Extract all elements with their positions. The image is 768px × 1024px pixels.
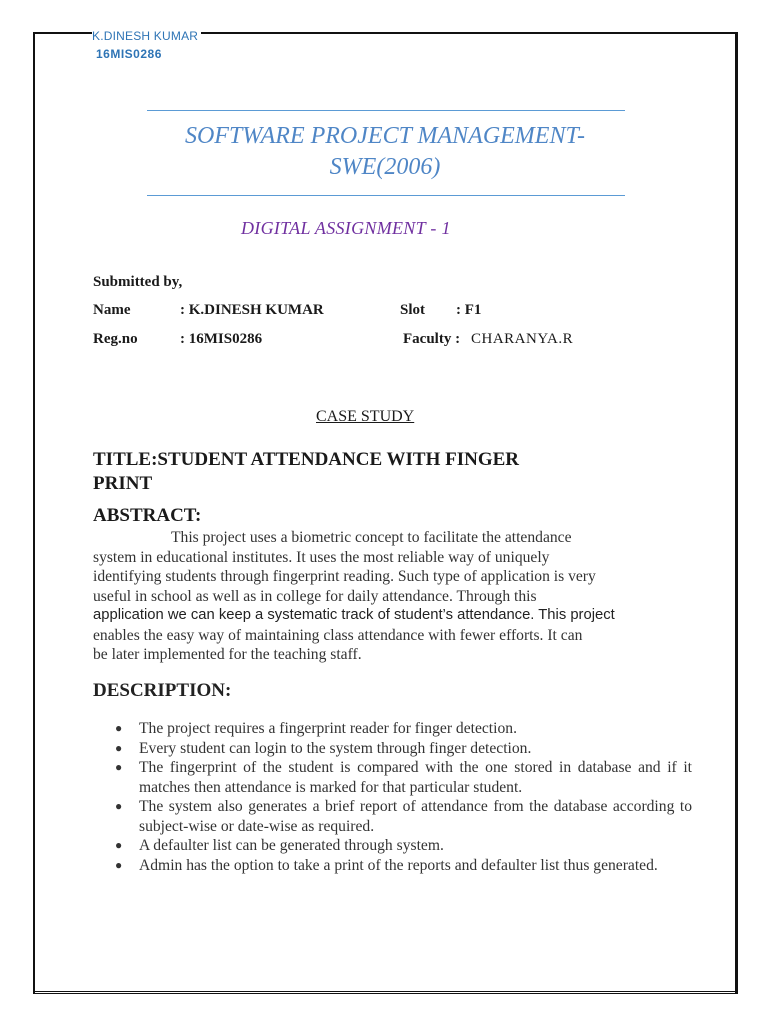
list-item: ● Admin has the option to take a print of the reports and defaulter list thus generated.	[115, 856, 658, 874]
abstract-line: application we can keep a systematic track of student’s attendance. This project	[93, 607, 615, 623]
abstract-line: be later implemented for the teaching staff.	[93, 646, 362, 663]
bullet-icon: ●	[115, 760, 123, 774]
abstract-line: useful in school as well as in college for daily attendance. Through this	[93, 587, 537, 605]
title-line-1: SOFTWARE PROJECT MANAGEMENT-	[184, 123, 586, 149]
page-border-left	[33, 32, 35, 993]
title-rule-top	[147, 110, 625, 111]
project-title-line-2: PRINT	[93, 473, 153, 494]
bullet-icon: ●	[115, 838, 123, 852]
project-title-line-1: TITLE:STUDENT ATTENDANCE WITH FINGER	[93, 449, 520, 470]
bullet-icon: ●	[115, 740, 123, 755]
name-label: Name	[93, 302, 131, 318]
abstract-heading: ABSTRACT:	[93, 505, 202, 526]
slot-label: Slot	[400, 302, 426, 318]
list-item: ● The project requires a fingerprint reader for finger detection.	[115, 720, 517, 737]
project-title	[93, 448, 613, 496]
submitted-by-label: Submitted by,	[93, 274, 183, 290]
name-value: : K.DINESH KUMAR	[180, 302, 324, 318]
abstract-line: identifying students through fingerprint reading. Such type of application is very	[93, 568, 596, 585]
slot-value: : F1	[456, 302, 482, 318]
page-border-right	[735, 32, 738, 993]
faculty-label: Faculty :	[403, 331, 461, 347]
bullet-icon: ●	[115, 721, 123, 735]
bullet-icon: ●	[115, 857, 123, 872]
list-item: ● The system also generates a brief report of attendance from the database according to subject-wise or date-wise as required.	[115, 798, 692, 835]
list-item: ● The fingerprint of the student is compared with the one stored in database and if it matches then attendance is marked for that particular student.	[115, 759, 692, 796]
faculty-value: CHARANYA.R	[471, 331, 574, 347]
description-heading: DESCRIPTION:	[93, 680, 232, 701]
list-item: ● Every student can login to the system through finger detection.	[115, 739, 532, 757]
abstract-line: system in educational institutes. It uses the most reliable way of uniquely	[93, 548, 550, 566]
reg-value: : 16MIS0286	[180, 331, 263, 347]
abstract-line: enables the easy way of maintaining class attendance with fewer efforts. It can	[93, 626, 583, 644]
header-reg-number: 16MIS0286	[96, 47, 162, 61]
title-line-2: SWE(2006)	[329, 154, 441, 180]
case-study-heading: CASE STUDY	[316, 408, 415, 425]
reg-label: Reg.no	[93, 331, 138, 347]
description-list	[112, 719, 692, 875]
abstract-paragraph	[93, 528, 683, 665]
header-author: K.DINESH KUMAR	[92, 29, 201, 43]
page-border-bottom	[33, 991, 738, 997]
bullet-icon: ●	[115, 799, 123, 813]
abstract-line: This project uses a biometric concept to facilitate the attendance	[171, 529, 572, 546]
title-rule-bottom	[147, 195, 625, 196]
document-title	[130, 121, 640, 183]
assignment-heading: DIGITAL ASSIGNMENT - 1	[241, 218, 451, 238]
list-item: ● A defaulter list can be generated through system.	[115, 837, 444, 854]
